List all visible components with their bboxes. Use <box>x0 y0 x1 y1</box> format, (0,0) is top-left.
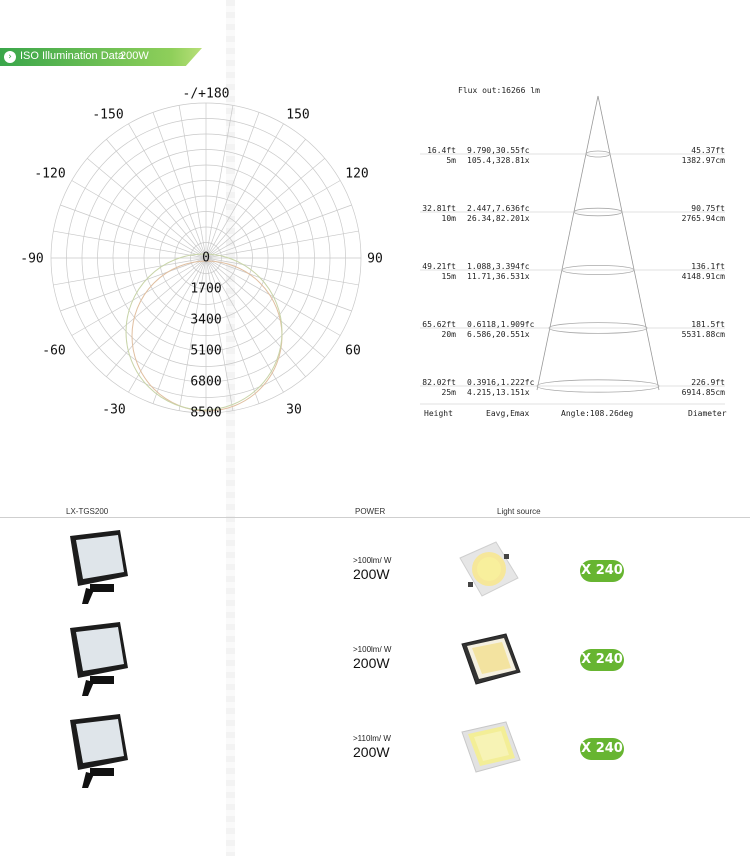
angle-30-left: -30 <box>102 402 126 418</box>
smd-chip-image <box>458 716 524 778</box>
angle-60-right: 60 <box>345 343 361 359</box>
flux-label: Flux out:16266 lm <box>458 86 540 95</box>
height-ft: 16.4ft <box>427 146 456 155</box>
diameter-ft: 90.75ft <box>691 204 725 213</box>
height-ft: 32.81ft <box>422 204 456 213</box>
diameter-cm: 4148.91cm <box>681 272 725 281</box>
eavg-fc: 0.6118,1.909fc <box>467 320 535 329</box>
eavg-lx: 6.586,20.551x <box>467 330 530 339</box>
angle-top: -/+180 <box>182 86 230 102</box>
diameter-cm: 1382.97cm <box>681 156 725 165</box>
smd-chip-image <box>456 538 522 600</box>
floodlight-image <box>64 528 134 608</box>
footer-diameter: Diameter <box>688 409 727 418</box>
radial-label: 3400 <box>190 312 222 328</box>
angle-90-left: -90 <box>20 251 44 267</box>
angle-150-left: -150 <box>92 107 124 123</box>
eavg-fc: 9.790,30.55fc <box>467 146 530 155</box>
eavg-lx: 26.34,82.201x <box>467 214 530 223</box>
col-header-model: LX-TGS200 <box>66 507 109 516</box>
radial-label: 0 <box>202 250 210 266</box>
quantity-badge: X 240 <box>580 560 624 582</box>
height-m: 25m <box>441 388 456 397</box>
eavg-lx: 4.215,13.151x <box>467 388 530 397</box>
diameter-ft: 136.1ft <box>691 262 725 271</box>
efficacy-value: >100lm/ W <box>353 556 392 565</box>
cone-edge-left <box>537 96 598 390</box>
cone-shape <box>420 96 725 404</box>
height-m: 20m <box>441 330 456 339</box>
height-ft: 65.62ft <box>422 320 456 329</box>
radial-label: 6800 <box>190 374 222 390</box>
angle-120-right: 120 <box>345 166 369 182</box>
radial-label: 8500 <box>190 405 222 421</box>
radial-label: 1700 <box>190 281 222 297</box>
power-value: 200W <box>353 566 390 582</box>
height-ft: 49.21ft <box>422 262 456 271</box>
efficacy-value: >100lm/ W <box>353 645 392 654</box>
footer-eavg: Eavg,Emax <box>486 409 530 418</box>
angle-90-right: 90 <box>367 251 383 267</box>
quantity-badge: X 240 <box>580 738 624 760</box>
eavg-fc: 2.447,7.636fc <box>467 204 530 213</box>
radial-label: 5100 <box>190 343 222 359</box>
angle-30-right: 30 <box>286 402 302 418</box>
power-value: 200W <box>353 744 390 760</box>
smd-chip-image <box>458 628 524 690</box>
section-power: 200W <box>120 50 149 62</box>
angle-120-left: -120 <box>34 166 66 182</box>
efficacy-value: >110lm/ W <box>353 734 391 743</box>
table-divider <box>0 517 750 518</box>
quantity-badge: X 240 <box>580 649 624 671</box>
chevron-right-icon: › <box>4 51 16 63</box>
height-m: 15m <box>441 272 456 281</box>
col-header-source: Light source <box>497 507 541 516</box>
footer-angle: Angle:108.26deg <box>561 409 634 418</box>
height-ft: 82.02ft <box>422 378 456 387</box>
eavg-lx: 11.71,36.531x <box>467 272 530 281</box>
floodlight-image <box>64 620 134 700</box>
section-title: ISO Illumination Data <box>20 50 124 62</box>
height-m: 10m <box>441 214 456 223</box>
diameter-ft: 45.37ft <box>691 146 725 155</box>
eavg-lx: 105.4,328.81x <box>467 156 530 165</box>
footer-height: Height <box>424 409 453 418</box>
diameter-ft: 181.5ft <box>691 320 725 329</box>
floodlight-image <box>64 712 134 792</box>
cone-edge-right <box>598 96 659 390</box>
eavg-fc: 1.088,3.394fc <box>467 262 530 271</box>
angle-60-left: -60 <box>42 343 66 359</box>
eavg-fc: 0.3916,1.222fc <box>467 378 535 387</box>
power-value: 200W <box>353 655 390 671</box>
diameter-cm: 6914.85cm <box>681 388 725 397</box>
diameter-ft: 226.9ft <box>691 378 725 387</box>
cone-diagram <box>420 90 750 420</box>
diameter-cm: 2765.94cm <box>681 214 725 223</box>
angle-150-right: 150 <box>286 107 310 123</box>
height-m: 5m <box>446 156 456 165</box>
col-header-power: POWER <box>355 507 386 516</box>
diameter-cm: 5531.88cm <box>681 330 725 339</box>
